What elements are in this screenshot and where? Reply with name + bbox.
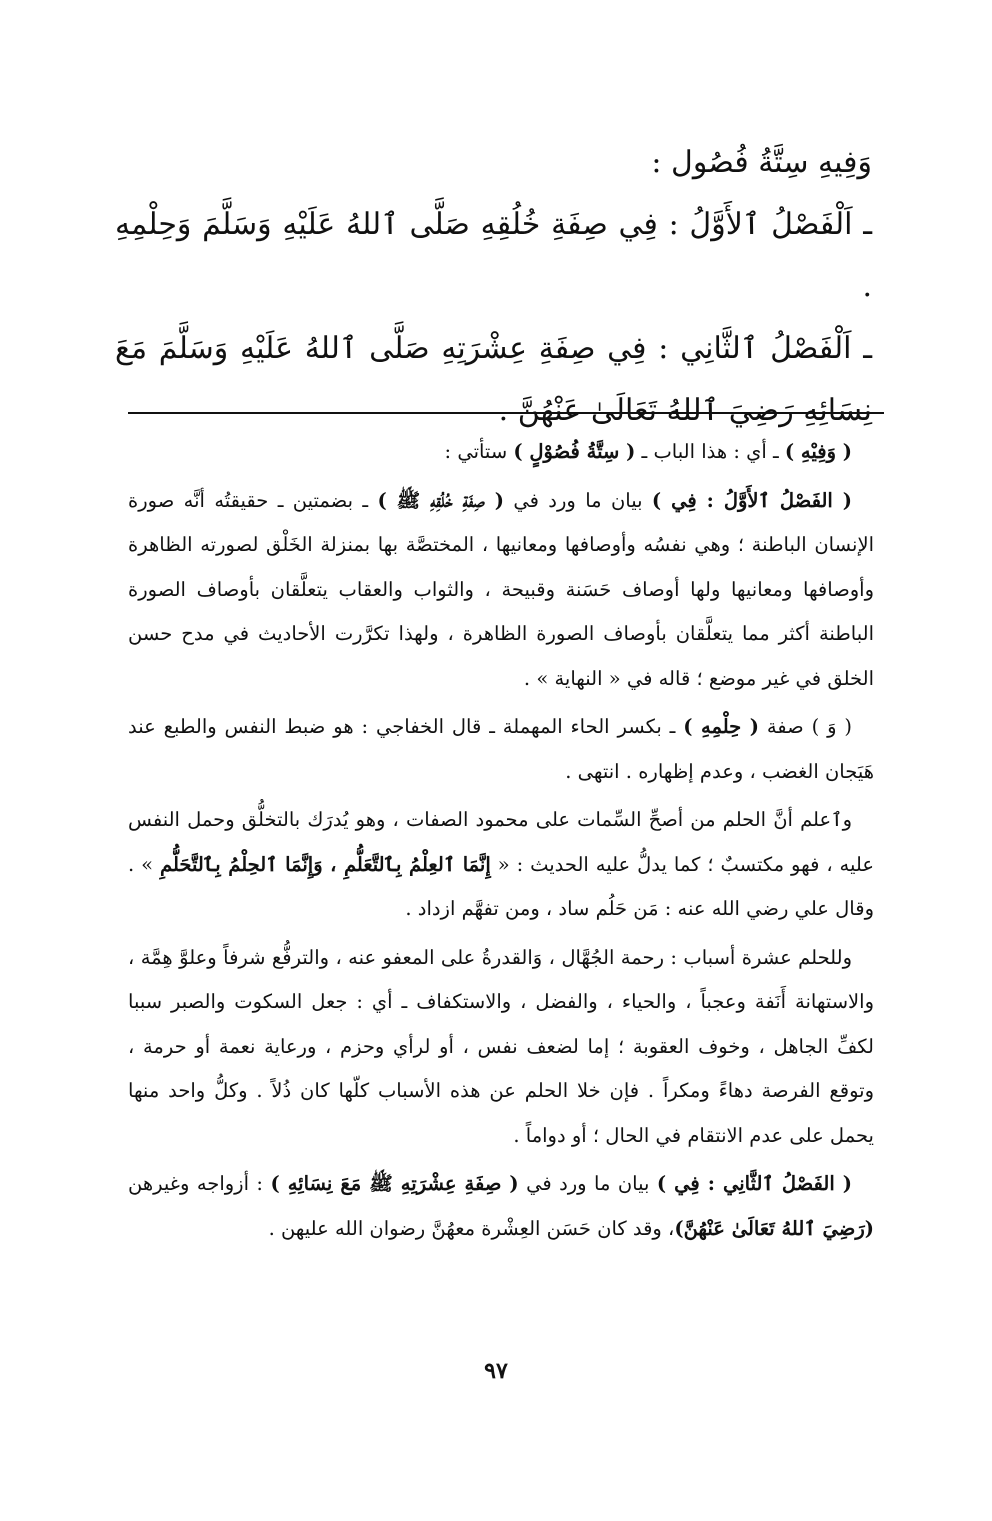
commentary-text: » . وقال علي رضي الله عنه : مَن حَلُم ساد ، ومن تفهَّم ازداد . [128, 852, 874, 920]
quoted-term: (رَضِيَ ٱللهُ تَعَالَىٰ عَنْهُنَّ) [674, 1216, 874, 1240]
footnote-divider [128, 412, 884, 414]
commentary-paragraph-4 [128, 798, 874, 932]
commentary-text: وللحلم عشرة أسباب : رحمة الجُهَّال ، وَالقدرةُ على المعفو عنه ، والترفُّع شرفاً وعلوَّ هِمَّة ، والاستهانة أَنَفة وعجباً ، والحياء ، والفضل ، والاستكفاف ـ أي : جعل السكوت والصبر سببا لكفِّ الجاهل ، وخوف العقوبة ؛ إما لضعف نفس ، أو لرأي وحزم ، ورعاية نعمة أو حرمة ، وتوقع الفرصة دهاءً ومكراً . فإن خلا الحلم عن هذه الأسباب كلّها كان ذُلاً . وكلُّ واحد منها يحمل على عدم الانتقام في الحال ؛ أو دواماً . [128, 945, 874, 1147]
quoted-term: ( صِفَةِ عِشْرَتِهِ ﷺ مَعَ نِسَائِهِ ) [270, 1172, 519, 1195]
commentary-paragraph-2 [128, 479, 874, 702]
commentary-text: ـ أي : هذا الباب ـ [635, 440, 785, 463]
hadith-quote: إِنَّمَا ٱلعِلْمُ بِٱلتَّعَلُّمِ ، وَإِنَّمَا ٱلحِلْمُ بِٱلتَّحَلُّمِ [160, 852, 491, 876]
commentary-text: بيان ما ورد في [503, 488, 652, 512]
commentary-text: ( وَ ) صفة [758, 715, 852, 738]
commentary-text: بيان ما ورد في [518, 1172, 657, 1195]
quoted-term: ( سِتَّةُ فُصُوْلٍ ) [513, 440, 636, 463]
quoted-term: ( الفَصْلُ ٱلأَوَّلُ : فِي ) [651, 488, 853, 512]
commentary-text: ستأتي : [444, 440, 514, 463]
commentary-paragraph-5 [128, 936, 874, 1159]
commentary-text: ـ بكسر الحاء المهملة ـ قال الخفاجي : هو ضبط النفس والطبع عند هَيَجان الغضب ، وعدم إظهاره . انتهى . [128, 715, 874, 783]
commentary-text: ـ بضمتين ـ حقيقتُه أنَّه صورة الإنسان الباطنة ؛ وهي نفسُه وأوصافها ومعانيها ، المختصَّة بها بمنزلة الخَلْق لصورته الظاهرة وأوصافها ومعانيها ولها أوصاف حَسَنة وقبيحة ، والثواب والعقاب يتعلَّقان بأوصاف الصورة الباطنة أكثر مما يتعلَّقان بأوصاف الصورة الظاهرة ، ولهذا تكرَّرت الأحاديث في مدح حسن الخلق في غير موضع ؛ قاله في « النهاية » . [128, 488, 874, 690]
quoted-term: ( حِلْمِهِ ) [683, 715, 759, 738]
chapter-2-title: ـ اَلْفَصْلُ ٱلثَّانِي : فِي صِفَةِ عِشْرَتِهِ صَلَّى ٱللهُ عَلَيْهِ وَسَلَّمَ مَعَ نِسَائِهِ رَضِيَ ٱللهُ تَعَالَىٰ عَنْهُنَّ . [115, 331, 872, 428]
commentary [128, 430, 874, 1255]
commentary-paragraph-6 [128, 1162, 874, 1251]
quoted-term: ( وَفِيْهِ ) [784, 440, 852, 463]
commentary-paragraph-1 [128, 430, 874, 475]
commentary-text: وٱعلم أنَّ الحلم من أصحِّ السِّمات على محمود الصفات ، وهو يُدرَك بالتخلُّق وحمل النفس عليه ، فهو مكتسبٌ ؛ كما يدلُّ عليه الحديث : « [128, 808, 874, 876]
commentary-paragraph-3 [128, 705, 874, 794]
commentary-text: ، وقد كان حَسَن العِشْرة معهُنَّ رضوان الله عليهن . [268, 1216, 675, 1240]
main-text [115, 132, 872, 442]
quoted-term: ( صِفَةِ خُلُقِهِ ﷺ ) [377, 488, 504, 512]
quoted-term: ( الفَصْلُ ٱلثَّانِي : فِي ) [656, 1172, 853, 1195]
chapters-intro: وَفِيهِ سِتَّةُ فُصُول : [651, 145, 872, 180]
chapter-1-title: ـ اَلْفَصْلُ ٱلأَوَّلُ : فِي صِفَةِ خُلُقِهِ صَلَّى ٱللهُ عَلَيْهِ وَسَلَّمَ وَحِلْمِهِ . [115, 207, 872, 304]
commentary-text: : أزواجه وغيرهن [128, 1172, 271, 1195]
page-number: ٩٧ [484, 1358, 508, 1384]
